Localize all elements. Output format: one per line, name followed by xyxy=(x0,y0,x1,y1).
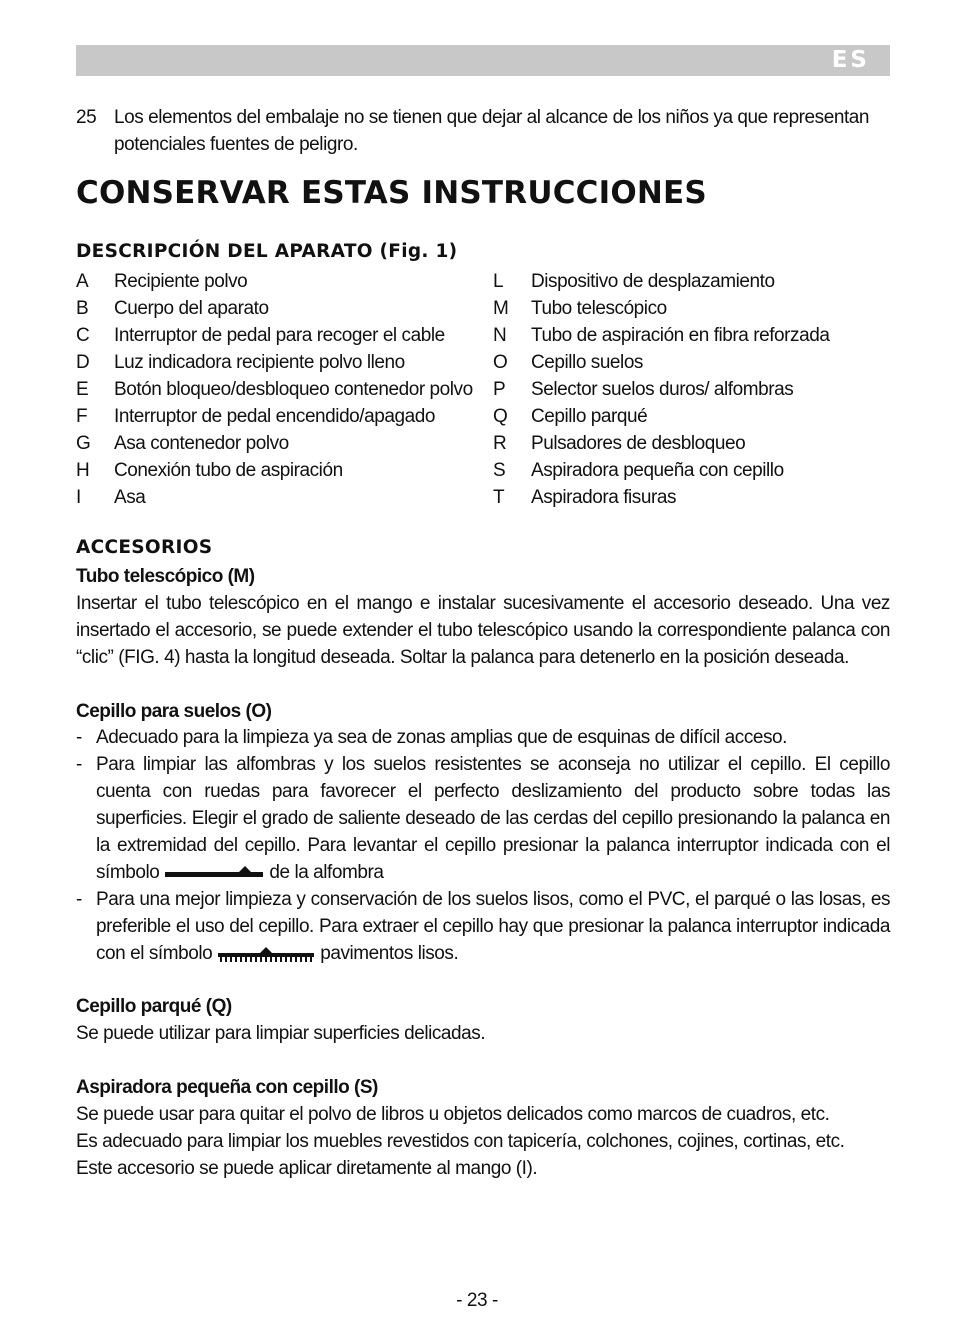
main-title: CONSERVAR ESTAS INSTRUCCIONES xyxy=(76,175,707,211)
language-code: ES xyxy=(831,47,870,73)
hard-floor-mode-icon xyxy=(218,946,314,962)
parquet-brush-text: Se puede utilizar para limpiar superficies delicadas. xyxy=(76,1023,486,1044)
carpet-mode-icon xyxy=(165,866,263,880)
language-header-bar xyxy=(76,45,890,76)
small-vacuum-line-3: Este accesorio se puede aplicar diretamente al mango (I). xyxy=(76,1158,538,1179)
small-vacuum-line-2: Es adecuado para limpiar los muebles revestidos con tapicería, colchones, cojines, cortinas, etc. xyxy=(76,1131,845,1152)
list-item: - Adecuado para la limpieza ya sea de zonas amplias que de esquinas de difícil acceso. xyxy=(76,727,787,748)
small-vacuum-line-1: Se puede usar para quitar el polvo de libros u objetos delicados como marcos de cuadros, etc. xyxy=(76,1104,830,1125)
telescopic-tube-text: Insertar el tubo telescópico en el mango e instalar sucesivamente el accesorio deseado. Una vez insertado el accesorio, se puede extender el tubo telescópico usando la correspondiente palanca con “clic” (FIG. 4) hasta la longitud deseada. Soltar la palanca para detenerlo en la posición deseada. xyxy=(76,593,890,668)
item-text: Los elementos del embalaje no se tienen que dejar al alcance de los niños ya que representan potenciales fuentes de peligro. xyxy=(114,107,870,155)
floor-brush-title: Cepillo para suelos (O) xyxy=(76,701,272,722)
description-title: DESCRIPCIÓN DEL APARATO (Fig. 1) xyxy=(76,241,458,262)
accessories-title: ACCESORIOS xyxy=(76,537,213,558)
item-number: 25 xyxy=(76,107,97,128)
manual-page: ES 25 Los elementos del embalaje no se tienen que dejar al alcance de los niños ya que representan potenciales fuentes de peligro. CONSERVAR ESTAS INSTRUCCIONES DESCRIPCIÓN DEL APARATO (Fig. 1) A Recipiente polvo B Cuerpo del aparato C Interruptor de pedal para recoger el cable D Luz indicadora recipiente polvo lleno E Botón bloqueo/desbloqueo contenedor polvo F Interruptor de pedal encendido/apagado G Asa contenedor polvo H Conexión tubo de aspiración I Asa L Dispositivo de desplazamiento M Tubo telescópico N Tubo de aspiración en fibra reforzada O Cepillo suelos P Selector suelos duros/ alfombras Q Cepillo parqué R Pulsadores de desbloqueo S Aspiradora pequeña con cepillo T Aspiradora fisuras ACCESORIOS Tubo telescópico (M) Insertar el tubo telescópico en el mango e instalar sucesivamente el accesorio deseado. Una vez insertado el accesorio, se puede extender el tubo telescópico usando la correspondiente palanca con “clic” (FIG. 4) hasta la longitud deseada. Soltar la palanca para detenerlo en la posición deseada. Cepillo para suelos (O) - Adecuado para la limpieza ya sea de zonas amplias que de esquinas de difícil acceso. - Para limpiar las alfombras y los suelos resistentes se aconseja no utilizar el cepillo. El cepillo cuenta con ruedas para favorecer el perfecto deslizamiento del producto sobre todas las superficies. Elegir el grado de saliente deseado de las cerdas del cepillo presionando la palanca en la extremidad del cepillo. Para levantar el cepillo presionar la palanca interruptor indicada con el símbolo de la alfombra - Para una mejor limpieza y conservación de los suelos lisos, como el PVC, el parqué o las losas, es preferible el uso del cepillo. Para extraer el cepillo hay que presionar la palanca interruptor indicada con el símbolo pavimentos lisos. Cepillo parqué (Q) Se puede utilizar para limpiar superficies delicadas. Aspiradora pequeña con cepillo (S) Se puede usar para quitar el polvo de libros u objetos delicados como marcos de cuadros, etc. Es adecuado para limpiar los muebles revestidos con tapicería, colchones, cojines, cortinas, etc. Este accesorio se puede aplicar diretamente al mango (I). - 23 - xyxy=(0,0,954,1336)
list-item: - Para limpiar las alfombras y los suelos resistentes se aconseja no utilizar el cepillo. El cepillo cuenta con ruedas para favorecer el perfecto deslizamiento del producto sobre todas las superficies. Elegir el grado de saliente deseado de las cerdas del cepillo presionando la palanca en la extremidad del cepillo. Para levantar el cepillo presionar la palanca interruptor indicada con el símbolo de la alfombra xyxy=(76,754,890,883)
telescopic-tube-title: Tubo telescópico (M) xyxy=(76,566,255,587)
list-item: - Para una mejor limpieza y conservación de los suelos lisos, como el PVC, el parqué o las losas, es preferible el uso del cepillo. Para extraer el cepillo hay que presionar la palanca interruptor indicada con el símbolo pavimentos lisos. xyxy=(76,889,890,964)
small-vacuum-title: Aspiradora pequeña con cepillo (S) xyxy=(76,1077,378,1098)
page-number: - 23 - xyxy=(456,1290,498,1311)
floor-brush-bullets xyxy=(76,724,890,967)
parquet-brush-title: Cepillo parqué (Q) xyxy=(76,996,232,1017)
